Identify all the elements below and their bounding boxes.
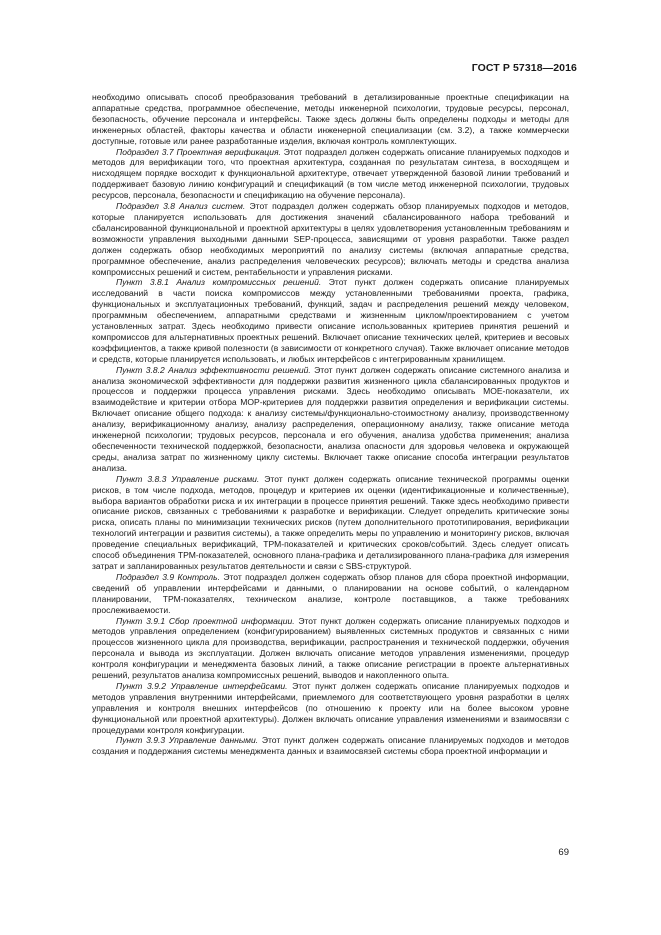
paragraph <box>92 277 569 364</box>
paragraph <box>92 365 569 474</box>
paragraph-text: Этот подраздел должен содержать обзор планов для сбора проектной информации, сведений об управлении интерфейсами и данными, о планировании на основе событий, о календарном планировании, ТРМ-показателях, техническом анализе, контроле поставщиков, а также требованиях прослеживаемости. <box>92 571 569 615</box>
paragraph-text: Этот подраздел должен содержать обзор планируемых подходов и методов, которые планируется использовать для достижения значений сбалансированного набора требований и сбалансированной функциональной и проектной архитектуры в целях удовлетворения установленным требованиям и возможности управления выходными данными SEP-процесса, зависящими от уровня разработки. Также раздел должен содержать обзор необходимых мероприятий по анализу системы (включая аппаратные средства, программное обеспечение, анализ распределения человеческих ресурсов); включать методы и средства анализа компромиссных решений и систем, рентабельности и управления рисками. <box>92 201 569 277</box>
section-heading: Пункт 3.9.2 Управление интерфейсами. <box>116 680 288 691</box>
paragraph <box>92 572 569 616</box>
paragraph <box>92 616 569 681</box>
body-text <box>92 92 569 757</box>
section-heading: Подраздел 3.8 Анализ систем. <box>116 201 246 212</box>
paragraph-text: Этот пункт должен содержать описание планируемых подходов и методов управления внутренними интерфейсами, приемлемого для соответствующего уровня разработки в целях управления и контроля внешних интерфейсов (по отношению к проекту или на более высоком уровне функциональной или проектной архитектуры). Должен включать описание управления изменениями и взаимосвязи с процедурами контроля конфигурации. <box>92 680 569 735</box>
page-number: 69 <box>558 847 569 858</box>
section-heading: Пункт 3.8.1 Анализ компромиссных решений. <box>116 277 322 288</box>
paragraph-text: Этот пункт должен содержать описание планируемых исследований в части поиска компромиссов между установленными требованиями проекта, графика, функциональных и эксплуатационных требований, функций, задач и распределения решений между человеком, программным обеспечением, аппаратными средствами и жизненным циклом/проектированием с учетом установленных затрат. Здесь необходимо привести описание использованных критериев принятия решений и компромиссов для альтернативных проектных решений. Включает описание технических целей, критериев и весовых коэффициентов, а также кривой полезности (в зависимости от конкретного случая). Также включает описание методов и средств, которые планируется использовать, и любых интерфейсов с интегрированным хранилищем. <box>92 277 570 364</box>
paragraph <box>92 201 569 277</box>
section-heading: Пункт 3.9.1 Сбор проектной информации. <box>116 615 295 626</box>
paragraph <box>92 735 569 757</box>
document-standard-id: ГОСТ Р 57318—2016 <box>471 62 577 74</box>
paragraph-text: Этот подраздел должен содержать описание планируемых подходов и методов для верификации того, что проектная архитектура, созданная по результатам синтеза, в восходящем и нисходящем порядке восходит к функциональной архитектуре, отвечает утвержденной базовой линии требований и поддерживает базовую линию конфигураций и спецификаций (в том числе метод инженерной психологии, трудовых ресурсов, персонала, безопасности и спецификацию на обучение персонала). <box>92 146 569 201</box>
paragraph <box>92 92 569 147</box>
section-heading: Пункт 3.9.3 Управление данными. <box>116 735 259 746</box>
paragraph-text: Этот пункт должен содержать описание планируемых подходов и методов создания и поддержания системы менеджмента данных и взаимосвязей системы сбора проектной информации и <box>92 735 569 757</box>
paragraph-text: Этот пункт должен содержать описание планируемых подходов и методов управления определением (конфигурированием) выявленных системных продуктов и связанных с ними процессов жизненного цикла для производства, верификации, распространения и технической поддержки, обучения персонала и вывода из эксплуатации. Должен включать описание методов управления изменениями, процедур контроля конфигурации и менеджмента базовых линий, а также описание регистрации в проекте альтернативных решений, результатов анализа компромиссных решений, выводов и накопленного опыта. <box>92 615 569 681</box>
paragraph <box>92 681 569 736</box>
section-heading: Пункт 3.8.2 Анализ эффективности решений. <box>116 364 311 375</box>
paragraph <box>92 147 569 202</box>
paragraph-text: Этот пункт должен содержать описание технической программы оценки рисков, в том числе подхода, методов, процедур и критериев их оценки (идентификационные и количественные), выбора вариантов обработки риска и их интеграции в процессе принятия решений. Также здесь необходимо привести описание рисков, связанных с требованиями к разработке и верификации. Следует определить критические зоны риска, описать планы по минимизации технических рисков (путем дополнительного прототипирования, верификации технологий интеграции и развития системы), а также определить меры по управлению и мониторингу рисков, включая проведение специальных верификаций, ТРМ-показателей и критических сроков/событий. Здесь следует описать способ объединения ТРМ-показателей, основного плана-графика и детализированного плана-графика для измерения затрат и запланированных результатов деятельности и связи с SBS-структурой. <box>92 473 569 571</box>
section-heading: Пункт 3.8.3 Управление рисками. <box>116 473 260 484</box>
paragraph-text: Этот пункт должен содержать описание системного анализа и анализа экономической эффективности для поддержки развития жизненного цикла сбалансированных продуктов и процессов и поддержки процесса управления рисками. Здесь необходимо описывать МОЕ-показатели, их взаимодействие и критерии отбора МОР-критериев для поддержки развития определения и верификации системы. Включает описание общего подхода: к анализу системы/функционально-стоимостному анализу, производственному анализу, верификационному анализу, анализу распределения, операционному анализу, также описание метода инженерной психологии; трудовых ресурсов, персонала и его обучения, анализа удобства применения; анализа обеспеченности технической поддержкой, безопасности, анализа опасности для здоровья человека и окружающей среды, анализа затрат по жизненному циклу системы. Включает также описание способа интеграции результатов анализа. <box>92 364 569 473</box>
section-heading: Подраздел 3.9 Контроль. <box>116 571 220 582</box>
paragraph <box>92 474 569 572</box>
paragraph-text: необходимо описывать способ преобразования требований в детализированные проектные спецификации на аппаратные средства, программное обеспечение, методы инженерной психологии, трудовые ресурсы, персонал, безопасность, обучение персонала и интерфейсы. Также здесь должны быть определены подходы и методы для инженерных областей, факторы качества и области инженерной специализации (см. 3.2), а также коммерчески доступные, готовые или ранее разработанные изделия, включая контроль комплектующих. <box>92 92 569 146</box>
section-heading: Подраздел 3.7 Проектная верификация. <box>116 146 281 157</box>
